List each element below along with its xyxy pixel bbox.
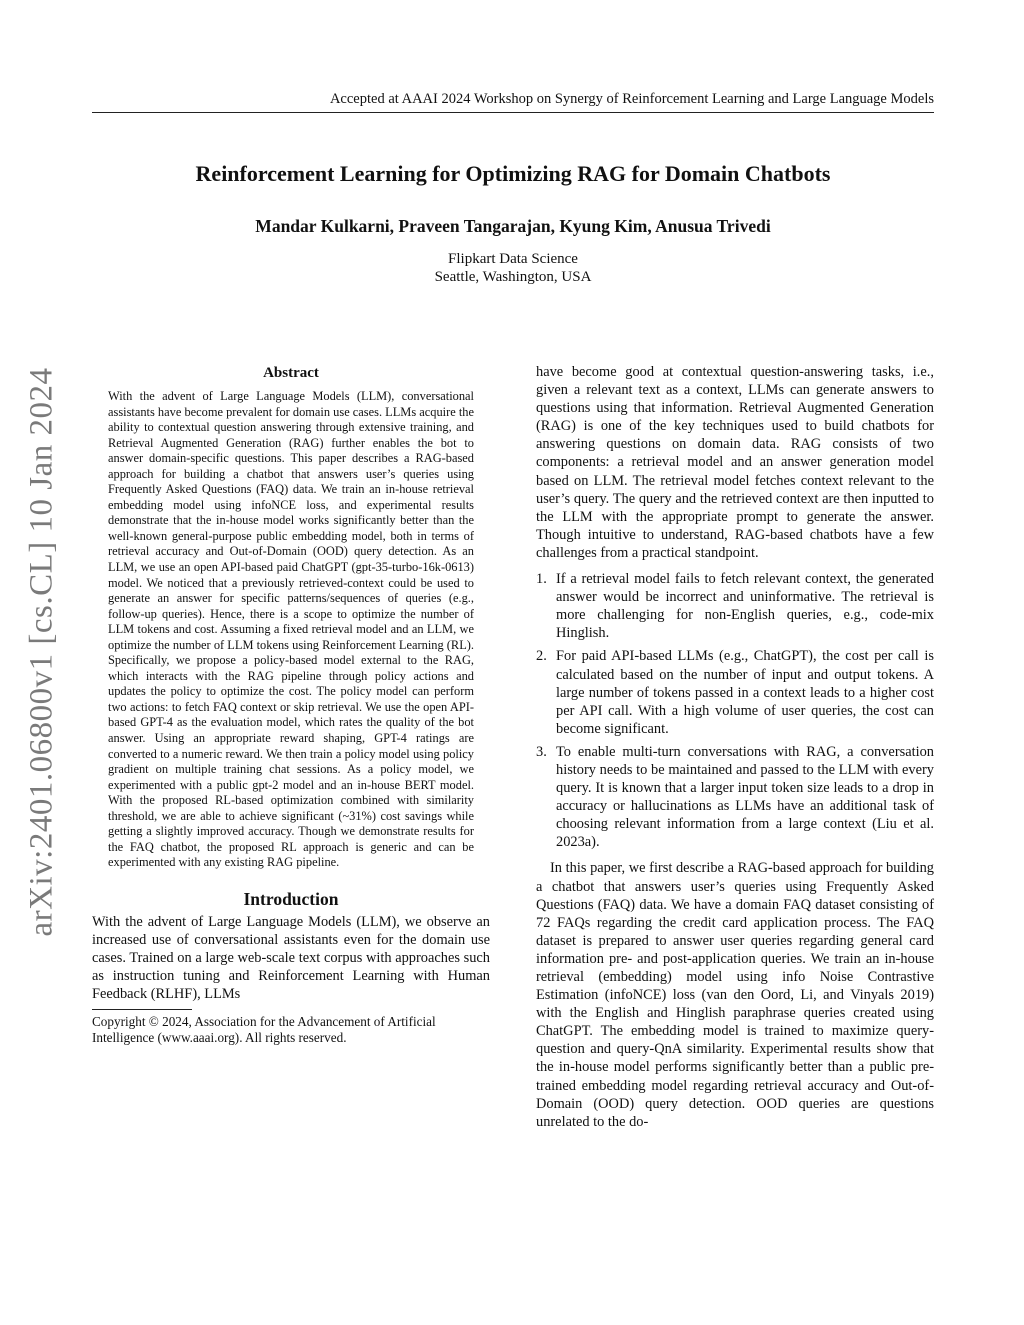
intro-paragraph-2: In this paper, we first describe a RAG-based approach for building a chatbot that answers user’s queries using Frequently Asked Questions (FAQ) data. We have a domain FAQ dataset consisting of 72 FAQs regarding the credit card application process. The FAQ dataset is prepared to answer user queries regarding general card information pre- and post-application queries. We train an in-house retrieval (embedding) model using info Noise Contrastive Estimation (infoNCE) loss (van den Oord, Li, and Vinyals 2019) with the English and Hinglish paraphrase queries created using ChatGPT. The embedding model is trained to maximize query-question and query-QnA similarity. Experimental results show that the in-house model performs significantly better than a public pre-trained embedding model regarding retrieval accuracy and Out-of-Domain (OOD) query detection. OOD queries are questions unrelated to the do- bbox=[536, 860, 934, 1130]
list-item bbox=[536, 570, 934, 642]
abstract-heading: Abstract bbox=[263, 365, 319, 381]
list-item-text: To enable multi-turn conversations with RAG, a conversation history needs to be maintained and passed to the LLM with every query. It is known that a larger input token size leads to a drop in accuracy or hallucinations as LLMs have an additional task of choosing relevant information from a large context (Liu et al. 2023a). bbox=[556, 743, 934, 851]
introduction-heading: Introduction bbox=[243, 888, 339, 909]
author-list: Mandar Kulkarni, Praveen Tangarajan, Kyung Kim, Anusua Trivedi bbox=[255, 216, 771, 236]
affiliation-block bbox=[92, 250, 934, 286]
list-item-number: 2. bbox=[536, 648, 547, 665]
copyright-footnote: Copyright © 2024, Association for the Advancement of Artificial Intelligence (www.aaai.org). All rights reserved. bbox=[92, 1014, 436, 1046]
list-item bbox=[536, 647, 934, 737]
list-item-number: 3. bbox=[536, 743, 547, 760]
arxiv-identifier: arXiv:2401.06800v1 [cs.CL] 10 Jan 2024 bbox=[23, 367, 60, 937]
footnote-divider bbox=[92, 1009, 192, 1010]
abstract-text: With the advent of Large Language Models (LLM), conversational assistants have become prevalent for domain use cases. LLMs acquire the ability to contextual question answering through extensive training, and Retrieval Augmented Generation (RAG) further enables the bot to answer domain-specific questions. This paper describes a RAG-based approach for building a chatbot that answers user’s queries using Frequently Asked Questions (FAQ) data. We train an in-house retrieval embedding model using infoNCE loss, and experimental results demonstrate that the in-house model works significantly better than the well-known general-purpose public embedding model, both in terms of retrieval accuracy and Out-of-Domain (OOD) query detection. As an LLM, we use an open API-based paid ChatGPT (gpt-35-turbo-16k-0613) model. We noticed that a previously retrieved-context could be used to generate an answer for specific patterns/sequences of queries (e.g., follow-up queries). Hence, there is a scope to optimize the number of LLM tokens and cost. Assuming a fixed retrieval model and an LLM, we optimize the number of LLM tokens using Reinforcement Learning (RL). Specifically, we propose a policy-based model external to the RAG, which interacts with the RAG pipeline through policy actions and updates the policy to optimize the cost. The policy model can perform two actions: to fetch FAQ context or skip retrieval. We use the open API-based GPT-4 as the evaluation model, which rates the quality of the bot answer. Using an appropriate reward shaping, GPT-4 ratings are converted to a numeric reward. We then train a policy model using policy gradient on multiple training chat sessions. As a policy model, we experimented with a public gpt-2 model and an in-house BERT model. With the proposed RL-based optimization combined with similarity threshold, we are able to achieve significant (~31%) cost savings while getting a slightly improved accuracy. Though we demonstrate results for the FAQ chatbot, the proposed RL approach is generic and can be experimented with any existing RAG pipeline. bbox=[108, 389, 474, 870]
affiliation-location: Seattle, Washington, USA bbox=[434, 269, 592, 285]
list-item-text: If a retrieval model fails to fetch relevant context, the generated answer would be incorrect and uninformative. The retrieval is more challenging for non-English queries, e.g., code-mix Hinglish. bbox=[556, 571, 934, 642]
paper-title: Reinforcement Learning for Optimizing RAG for Domain Chatbots bbox=[195, 161, 831, 186]
affiliation-name: Flipkart Data Science bbox=[448, 251, 578, 267]
left-column bbox=[92, 364, 490, 1046]
venue-header: Accepted at AAAI 2024 Workshop on Synergy of Reinforcement Learning and Large Language Models bbox=[92, 90, 934, 113]
intro-paragraph-part2: have become good at contextual question-answering tasks, i.e., given a relevant text as a context, LLMs can generate answers to questions using that information. Retrieval Augmented Generation (RAG) is one of the key techniques used to build chatbots for answering questions on domain data. RAG consists of two components: a retrieval model and an answer generation model based on LLM. The retrieval model fetches context relevant to the user’s query. The query and the retrieved context are then inputted to the LLM with the appropriate prompt to generate the answer. Though intuitive to understand, RAG-based chatbots have a few challenges from a practical standpoint. bbox=[536, 364, 934, 561]
list-item-text: For paid API-based LLMs (e.g., ChatGPT), the cost per call is calculated based on the number of input and output tokens. A large number of tokens passed in a context leads to a higher cost per API call. With a high volume of user queries, the cost can become significant. bbox=[556, 648, 934, 737]
list-item-number: 1. bbox=[536, 571, 547, 588]
list-item bbox=[536, 743, 934, 852]
right-column bbox=[536, 363, 934, 1131]
challenges-list bbox=[536, 570, 934, 851]
intro-paragraph-part1: With the advent of Large Language Models (LLM), we observe an increased use of conversational assistants even for the domain use cases. Trained on a large web-scale text corpus with approaches such as instruction tuning and Reinforcement Learning with Human Feedback (RLHF), LLMs bbox=[92, 913, 490, 1003]
